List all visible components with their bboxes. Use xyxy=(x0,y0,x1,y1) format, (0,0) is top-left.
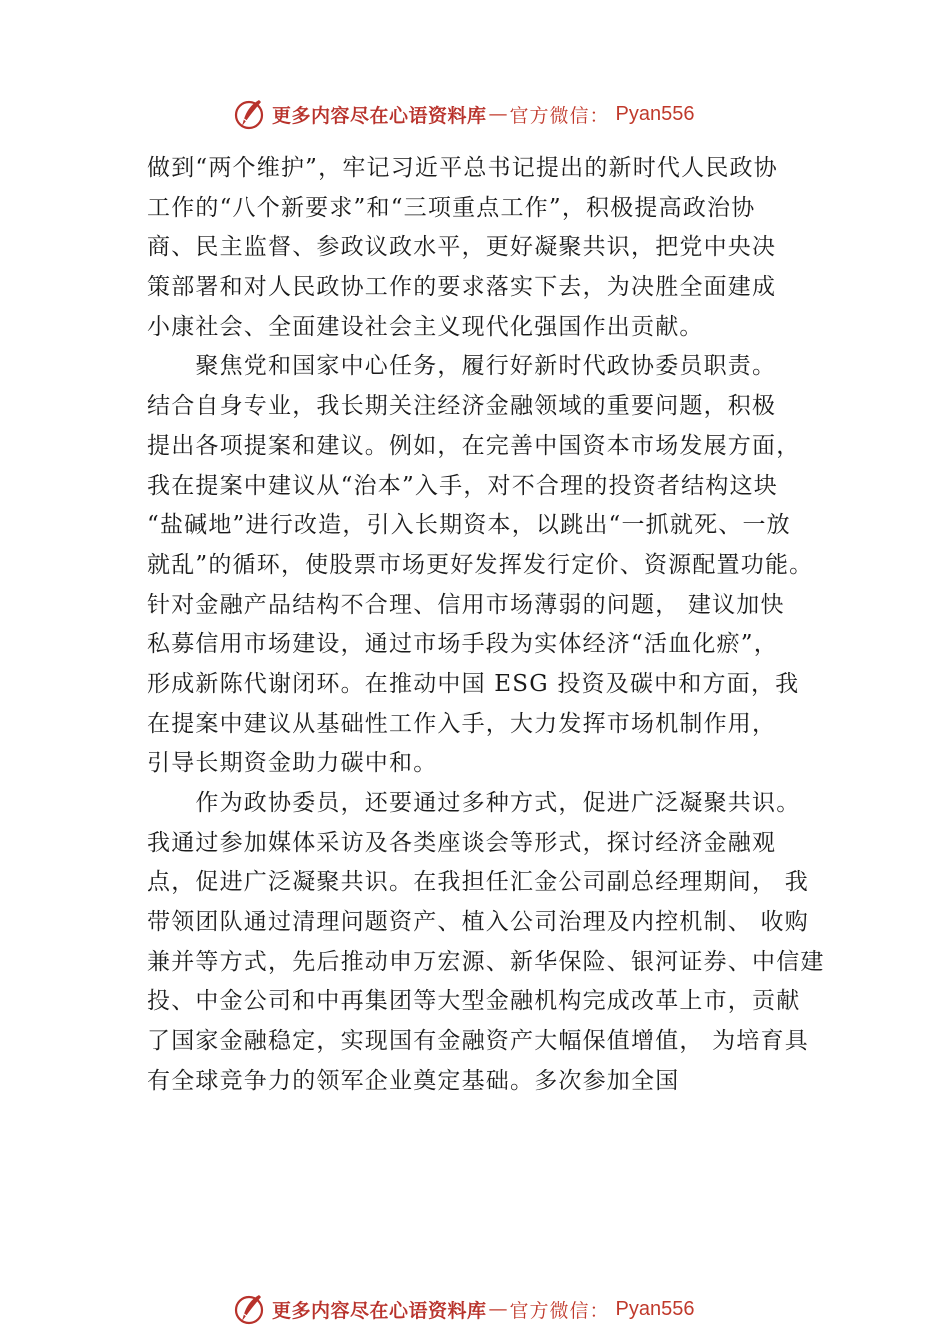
text-line: 引导长期资金助力碳中和。 xyxy=(147,750,438,777)
text-line: 了国家金融稳定，实现国有金融资产大幅保值增值， 为培育具 xyxy=(147,1028,809,1055)
header-wechat-label: 官方微信： xyxy=(509,104,610,127)
header-banner-title: 更多内容尽在心语资料库 xyxy=(272,104,487,127)
footer-banner-title: 更多内容尽在心语资料库 xyxy=(272,1299,487,1322)
text-line: 我在提案中建议从“治本”入手，对不合理的投资者结构这块 xyxy=(147,472,778,499)
pen-quill-icon xyxy=(232,97,266,131)
text-line: 小康社会、全面建设社会主义现代化强国作出贡献。 xyxy=(147,313,704,340)
text-line: 针对金融产品结构不合理、信用市场薄弱的问题， 建议加快 xyxy=(147,591,785,618)
text-line: 投、中金公司和中再集团等大型金融机构完成改革上市，贡献 xyxy=(147,988,801,1015)
footer-wechat-label: 官方微信： xyxy=(509,1299,610,1322)
header-banner xyxy=(232,97,695,131)
pen-quill-icon xyxy=(232,1292,266,1326)
text-line: 带领团队通过清理问题资产、植入公司治理及内控机制、 收购 xyxy=(147,909,809,936)
text-line: 有全球竞争力的领军企业奠定基础。多次参加全国 xyxy=(147,1067,680,1094)
document-body xyxy=(147,149,827,1102)
text-line: 商、民主监督、参政议政水平，更好凝聚共识，把党中央决 xyxy=(147,234,777,261)
text-line: 作为政协委员，还要通过多种方式，促进广泛凝聚共识。 xyxy=(147,790,801,816)
footer-wechat-id: Pyan556 xyxy=(615,1297,695,1320)
text-line: 策部署和对人民政协工作的要求落实下去，为决胜全面建成 xyxy=(147,274,777,301)
text-line: 私募信用市场建设，通过市场手段为实体经济“活血化瘀”， xyxy=(147,631,778,658)
text-line: 聚焦党和国家中心任务，履行好新时代政协委员职责。 xyxy=(147,353,777,380)
text-line: 点，促进广泛凝聚共识。在我担任汇金公司副总经理期间， 我 xyxy=(147,869,809,896)
header-wechat-id: Pyan556 xyxy=(615,102,695,125)
text-line: 结合自身专业，我长期关注经济金融领域的重要问题，积极 xyxy=(147,393,777,420)
footer-banner xyxy=(232,1292,695,1326)
header-banner-separator: — xyxy=(488,103,508,125)
text-line: 做到“两个维护”，牢记习近平总书记提出的新时代人民政协 xyxy=(147,155,778,181)
text-line: 我通过参加媒体采访及各类座谈会等形式，探讨经济金融观 xyxy=(147,829,777,856)
text-line: 兼并等方式，先后推动申万宏源、新华保险、银河证券、中信建 xyxy=(147,948,825,975)
text-line: 形成新陈代谢闭环。在推动中国 ESG 投资及碳中和方面，我 xyxy=(147,670,800,697)
text-line: “盐碱地”进行改造，引入长期资本，以跳出“一抓就死、一放 xyxy=(147,512,791,539)
text-line: 提出各项提案和建议。例如，在完善中国资本市场发展方面， xyxy=(147,432,801,459)
footer-banner-separator: — xyxy=(488,1298,508,1320)
text-line: 工作的“八个新要求”和“三项重点工作”，积极提高政治协 xyxy=(147,194,756,221)
text-line: 在提案中建议从基础性工作入手，大力发挥市场机制作用， xyxy=(147,710,777,737)
text-line: 就乱”的循环，使股票市场更好发挥发行定价、资源配置功能。 xyxy=(147,551,814,578)
